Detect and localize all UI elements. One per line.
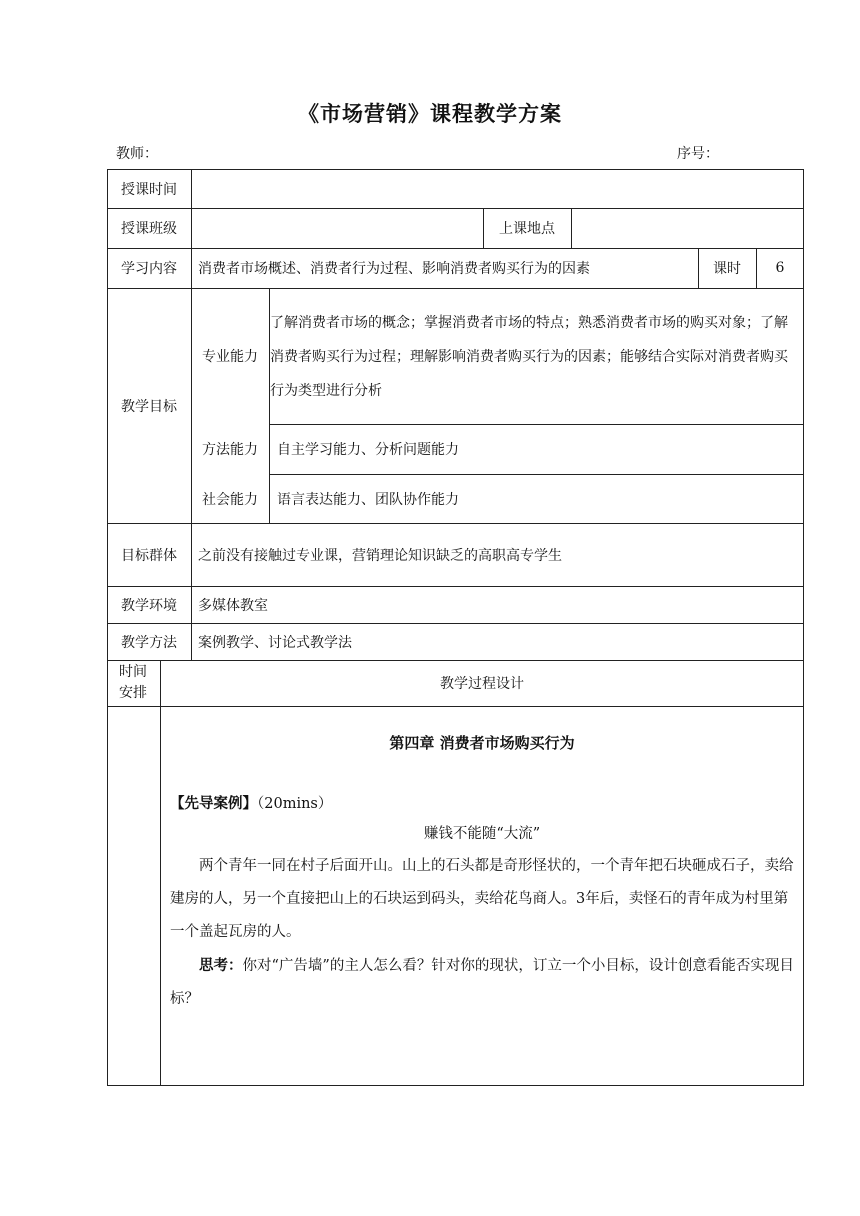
case-time: （20mins） [257, 796, 333, 812]
think-paragraph [170, 949, 800, 1016]
row-divider [107, 208, 804, 209]
column-divider [160, 660, 161, 1086]
case-label: 【先导案例】 [170, 795, 257, 812]
chapter-heading: 第四章 消费者市场购买行为 [389, 734, 575, 752]
case-heading [170, 792, 332, 813]
schedule-label-line-1: 时间 [119, 664, 147, 680]
social-ability-label: 社会能力 [202, 491, 258, 508]
process-label: 教学过程设计 [440, 676, 524, 692]
method-ability-value: 自主学习能力、分析问题能力 [277, 442, 459, 458]
story-body [170, 850, 800, 1016]
teacher-label: 教师： [116, 146, 158, 162]
target-value: 之前没有接触过专业课，营销理论知识缺乏的高职高专学生 [198, 547, 562, 564]
env-value: 多媒体教室 [198, 597, 268, 614]
time-value [191, 169, 804, 208]
teach-method-label: 教学方法 [121, 634, 177, 651]
pro-ability-label: 专业能力 [202, 349, 258, 365]
method-ability-label: 方法能力 [202, 442, 258, 458]
goal-label: 教学目标 [121, 398, 177, 415]
sequence-label: 序号： [677, 146, 719, 162]
pro-ability-value: 了解消费者市场的概念；掌握消费者市场的特点；熟悉消费者市场的购买对象；了解消费者购买行为过程；理解影响消费者购买行为的因素；能够结合实际对消费者购买行为类型进行分析 [270, 315, 788, 399]
hours-label: 课时 [713, 261, 741, 277]
column-divider [571, 208, 572, 248]
social-ability-value: 语言表达能力、团队协作能力 [277, 491, 459, 508]
class-label: 授课班级 [121, 221, 177, 237]
location-label: 上课地点 [499, 221, 555, 237]
content-value: 消费者市场概述、消费者行为过程、影响消费者购买行为的因素 [198, 261, 590, 277]
story-title: 赚钱不能随“大流” [423, 826, 541, 842]
schedule-label [107, 660, 160, 706]
row-divider [107, 706, 804, 707]
target-label: 目标群体 [121, 547, 177, 564]
think-label: 思考： [199, 957, 243, 974]
time-label: 授课时间 [121, 181, 177, 198]
page-title: 《市场营销》课程教学方案 [298, 102, 562, 126]
hours-value: 6 [775, 260, 785, 276]
content-label: 学习内容 [121, 261, 177, 277]
story-paragraph: 两个青年一同在村子后面开山。山上的石头都是奇形怪状的，一个青年把石块砸成石子，卖给建房的人，另一个直接把山上的石块运到码头，卖给花鸟商人。3年后，卖怪石的青年成为村里第一个盖起瓦房的人。 [170, 858, 794, 940]
schedule-label-line-2: 安排 [119, 685, 147, 701]
env-label: 教学环境 [121, 597, 177, 614]
think-text: 你对“广告墙”的主人怎么看？针对你的现状，订立一个小目标，设计创意看能否实现目标？ [170, 958, 794, 1007]
teach-method-value: 案例教学、讨论式教学法 [198, 634, 352, 651]
